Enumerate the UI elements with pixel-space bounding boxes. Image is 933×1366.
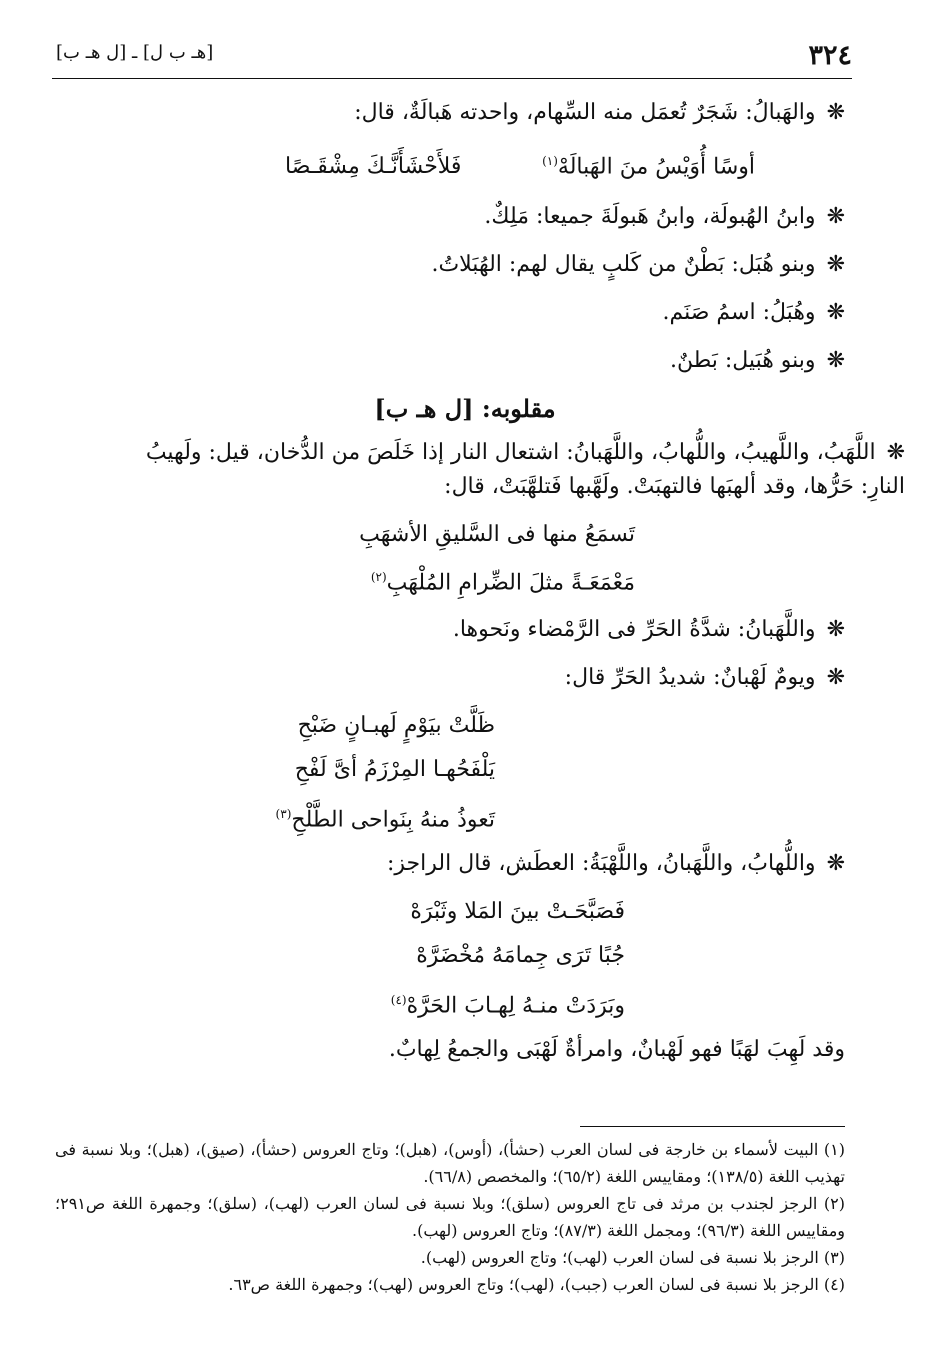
verse-hemistich — [542, 144, 755, 184]
verse-block — [85, 518, 635, 600]
verse-line: جُبًا تَرَى جِمامَهُ مُخْضَرَّهْ — [416, 942, 625, 968]
footnotes — [55, 1136, 845, 1298]
entry-habal — [85, 96, 845, 130]
entry-bullet: ❋ — [826, 850, 845, 876]
entry-text: ويومٌ لَهْبانٌ: شديدُ الحَرِّ قال: — [564, 664, 816, 690]
entry-text: والهَبالُ: شَجَرٌ تُعمَل منه السِّهام، واحدته هَبالَةٌ، قال: — [354, 100, 816, 125]
verse-line: تَسمَعُ منها فى السَّليقِ الأشهَبِ — [359, 522, 635, 548]
entry-bullet: ❋ — [826, 616, 845, 642]
page-number: ٣٢٤ — [808, 40, 852, 71]
verse-text: مَعْمَعَـةً مثلَ الضِّرامِ المُلْهَبِ — [386, 570, 635, 596]
verse-block — [85, 709, 495, 837]
entry-text: اللَّهَبُ، واللَّهيبُ، واللُّهابُ، واللَّهَبانُ: اشتعال النار إذا خَلَصَ من الدُّخان، قيل: ولَهيبُ النارِ: حَرُّها، وقد ألهبَها فالتهبَتْ. ولَهَّبها فَتلهَّبَتْ، قال: — [145, 440, 905, 500]
entry-text: واللُّهابُ، واللَّهَبانُ، واللَّهْبَةُ: العطَش، قال الراجز: — [387, 850, 816, 876]
entry-bullet: ❋ — [826, 300, 845, 326]
entry-bullet: ❋ — [826, 664, 845, 690]
verse-line: فَصَبَّحَـتْ بينَ المَلا وثَبْرَهْ — [410, 898, 625, 924]
entry-text: وهُبَلُ: اسمُ صَنَم. — [662, 300, 816, 326]
verse-hemistich: فَلأَحْشَأَنَّـكَ مِشْقَـصًا — [285, 154, 462, 180]
entry-text: وبنو هُبَيل: بَطنٌ. — [669, 348, 816, 374]
footnote-divider — [580, 1126, 845, 1127]
verse-text: وبَرَدَتْ منـهُ لِهـابَ الحَرَّهْ — [406, 993, 625, 1019]
footnote: (٢) الرجز لجندب بن مرثد فى تاج العروس (سلق)؛ وبلا نسبة فى لسان العرب (لهب)، (سلق)؛ وجمهرة اللغة ص٢٩١؛ ومقاييس اللغة (٩٦/٣)؛ ومجمل اللغة (٨٧/٣)؛ وتاج العروس (لهب). — [55, 1194, 845, 1240]
footnote: (٤) الرجز بلا نسبة فى لسان العرب (جبب)، (لهب)؛ وتاج العروس (لهب)؛ وجمهرة اللغة ص٦٣. — [228, 1275, 845, 1294]
entry-text: وبنو هُبَل: بَطْنٌ من كَلبٍ يقال لهم: الهُبَلاتُ. — [431, 252, 816, 278]
verse-text: أوسًا أُوَيْسُ منَ الهَبالَهْ — [557, 154, 755, 180]
entry-bullet: ❋ — [826, 252, 845, 278]
entry-bullet: ❋ — [826, 348, 845, 374]
footnote-ref: (١) — [542, 154, 558, 168]
verse-text: تَعوذُ منهُ بِنَواحى الطَّلْحِ — [291, 806, 495, 832]
verse-line — [85, 560, 635, 600]
verse-line — [85, 797, 495, 837]
page-header — [52, 38, 852, 79]
footnote-ref: (٤) — [390, 992, 407, 1007]
verse-line: يَلْفَحُهـا المِرْزَمُ أىَّ لَفْحِ — [294, 756, 495, 782]
footnote: (١) البيت لأسماء بن خارجة فى لسان العرب (حشأ)، (أوس)، (هبل)؛ وتاج العروس (حشأ)، (صيق)، (هبل)؛ وبلا نسبة فى تهذيب اللغة (١٣٨/٥)؛ ومقاييس اللغة (٦٥/٢)؛ والمخصص (٦٦/٨). — [55, 1140, 846, 1186]
entry-bullet: ❋ — [826, 204, 845, 230]
entry-luhab — [85, 847, 845, 881]
section-title: مقلوبه: [ل هـ ب] — [374, 394, 556, 424]
entry-banu-hubal — [85, 248, 845, 282]
running-head: [هـ ب ل] ـ [ل هـ ب] — [56, 42, 214, 63]
entry-text: واللَّهَبانُ: شدَّةُ الحَرِّ فى الرَّمْضاء ونَحوها. — [452, 616, 816, 642]
verse-line: ظَلَّتْ بيَوْمٍ لَهبـانٍ ضَبْحِ — [297, 712, 495, 738]
entry-habula — [85, 200, 845, 234]
entry-yawm-lahban — [85, 661, 845, 695]
footnote-ref: (٢) — [370, 570, 387, 585]
verse-block — [85, 895, 625, 1023]
verse-line — [85, 983, 625, 1023]
entry-lahaban — [85, 613, 845, 647]
footnote-ref: (٣) — [275, 806, 292, 821]
footnote: (٣) الرجز بلا نسبة فى لسان العرب (لهب)؛ وتاج العروس (لهب). — [420, 1248, 845, 1267]
entry-hubayl — [85, 344, 845, 378]
entry-text: وابنُ الهُبولَة، وابنُ هَبولَةَ جميعا: مَلِكٌ. — [484, 204, 816, 230]
main-text — [85, 96, 905, 1067]
entry-lahab — [95, 436, 905, 504]
entry-bullet: ❋ — [826, 100, 845, 125]
entry-hubal — [85, 296, 845, 330]
closing-paragraph: وقد لَهِبَ لهَبًا فهو لَهْبانٌ، وامرأةٌ لَهْبَى والجمعُ لِهابٌ. — [388, 1037, 845, 1063]
entry-bullet: ❋ — [886, 440, 905, 466]
verse-couplet — [285, 144, 755, 184]
